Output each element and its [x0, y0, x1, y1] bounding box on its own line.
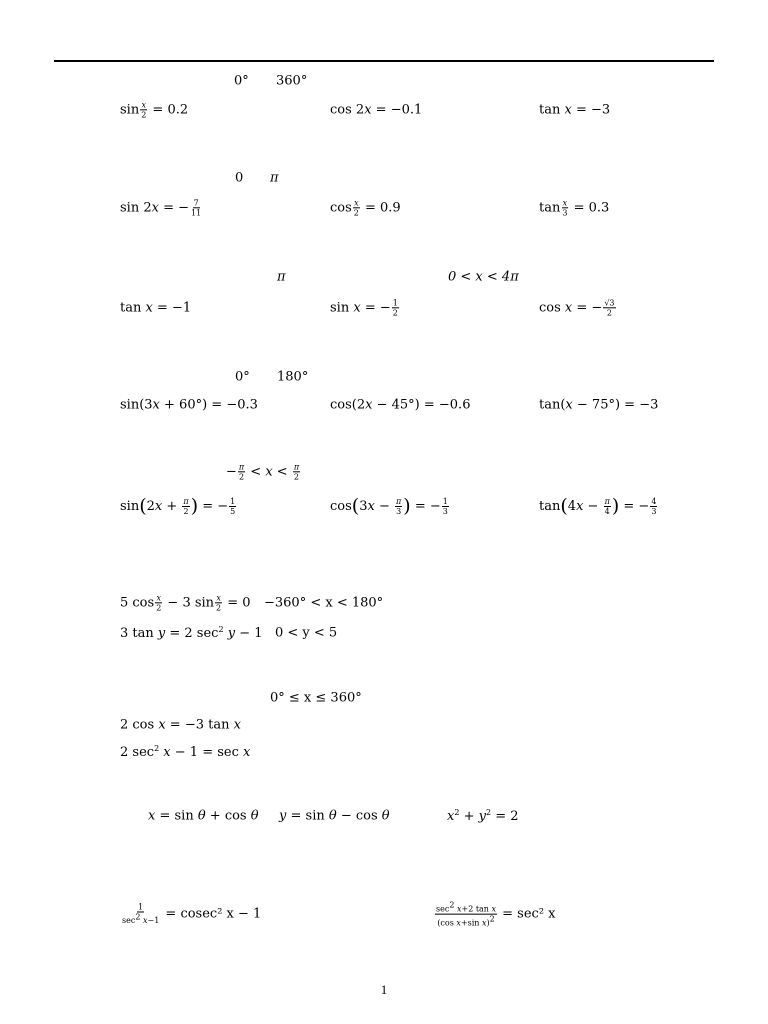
q3-range: 0 < x < 4π: [448, 269, 519, 285]
q3-pi: π: [277, 269, 286, 285]
q6a-equation: 5 cos $\frac{x}{2}$ − 3 sin $\frac{x}{2}$ = 0: [120, 593, 251, 613]
q2c-equation: tan $\frac{x}{3}$ = 0.3: [539, 198, 610, 218]
q6a-range: −360° < x < 180°: [264, 595, 384, 611]
q8-x-definition: x = sin θ + cos θ: [148, 808, 259, 824]
q6a-row: [0, 593, 768, 613]
q1-range-hi: 360°: [276, 73, 308, 89]
q1c-equation: tan x = −3: [539, 102, 611, 118]
q5a-equation: sin(2x + $\frac{\pi}{2}$ ) = − $\frac{1}{5}$: [120, 495, 236, 517]
q1a-equation: sin $\frac{x}{2}$ = 0.2: [120, 100, 189, 120]
q6b-row: [0, 624, 768, 642]
q5-range: − $\frac{\pi}{2}$ < x < $\frac{\pi}{2}$: [226, 462, 300, 482]
q6b-range: 0 < y < 5: [275, 625, 338, 641]
q2b-equation: cos $\frac{x}{2}$ = 0.9: [330, 198, 401, 218]
q1-equations-row: [0, 100, 768, 120]
q1b-equation: cos 2x = −0.1: [330, 102, 423, 118]
q3c-equation: cos x = − $\frac{√3}{2}$: [539, 298, 615, 318]
q5b-equation: cos(3x − $\frac{\pi}{3}$ ) = − $\frac{1}{3}$: [330, 495, 448, 517]
page-number: 1: [380, 982, 388, 997]
q4b-equation: cos(2x − 45°) = −0.6: [330, 397, 471, 413]
q3-equations-row: [0, 298, 768, 318]
q3-instruction-row: [0, 269, 768, 285]
q7b-row: [0, 743, 768, 761]
q4-equations-row: [0, 397, 768, 413]
q8-y-definition: y = sin θ − cos θ: [279, 808, 390, 824]
q5c-equation: tan(4x − $\frac{\pi}{4}$ ) = − $\frac{4}{3}$: [539, 495, 657, 517]
q2a-equation: sin 2x = − $\frac{7}{11}$: [120, 198, 202, 218]
q1-range-lo: 0°: [234, 73, 249, 89]
q8-identity: $x^2 + y^2 = 2$: [447, 807, 519, 825]
q2-equations-row: [0, 198, 768, 218]
q2-range-lo: 0: [235, 170, 244, 186]
q8-row: [0, 807, 768, 825]
q5-equations-row: [0, 495, 768, 517]
q9b-identity: $\frac{\sec^2 x+2 \tan x}{(\cos x+\sin x)^2}$ = sec² x: [436, 900, 556, 928]
q7a-row: [0, 717, 768, 733]
top-rule: [54, 60, 714, 62]
q9-row: [0, 900, 768, 928]
q9a-identity: $\frac{1}{\sec^2 x-1}$ = cosec² x − 1: [122, 902, 262, 926]
q3a-equation: tan x = −1: [120, 300, 192, 316]
q4-range-hi: 180°: [277, 369, 309, 385]
q7a-equation: 2 cos x = −3 tan x: [120, 717, 241, 733]
q4-instruction-row: [0, 369, 768, 385]
q6b-equation: 3 tan y = 2 $\sec^2 y - 1$: [120, 624, 263, 642]
q1-instruction-row: [0, 73, 768, 89]
q5-instruction-row: [0, 462, 768, 482]
q7-instruction-row: [0, 690, 768, 706]
q2-instruction-row: [0, 170, 768, 186]
q4-range-lo: 0°: [235, 369, 250, 385]
q4a-equation: sin(3x + 60°) = −0.3: [120, 397, 258, 413]
q7b-equation: 2 $\sec^2 x - 1 = \sec x$: [120, 743, 251, 761]
q7-range: 0° ≤ x ≤ 360°: [270, 690, 362, 706]
q3b-equation: sin x = − $\frac{1}{2}$: [330, 298, 398, 318]
q4c-equation: tan(x − 75°) = −3: [539, 397, 659, 413]
q2-range-hi: π: [270, 170, 279, 186]
